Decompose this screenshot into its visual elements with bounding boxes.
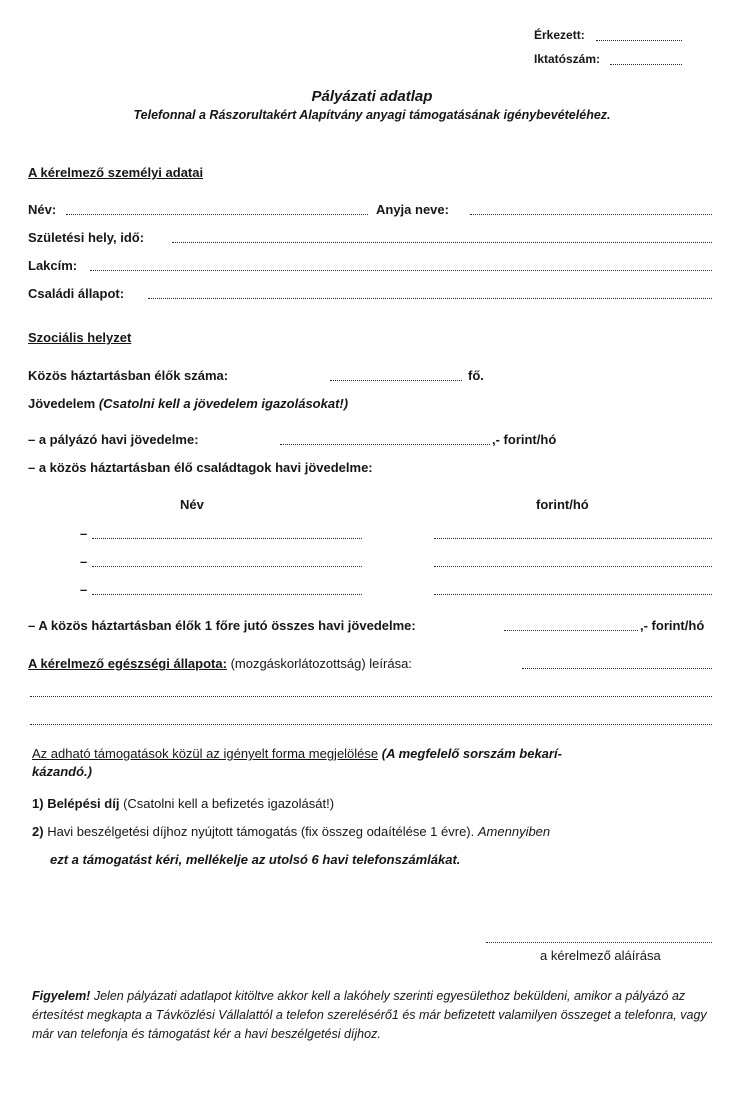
health-line [28,656,412,671]
family-name-field-2[interactable] [92,566,362,567]
family-name-field-1[interactable] [92,538,362,539]
page-subtitle: Telefonnal a Rászorultakért Alapítvány anyagi támogatásának igénybevételéhez. [133,108,611,122]
birth-label: Születési hely, idő: [28,230,145,245]
marital-field[interactable] [148,298,712,299]
warning-note [32,987,722,1044]
support-note-2: kázandó.) [32,764,92,779]
option-1-number: 1) [32,796,44,811]
income-line [28,396,348,411]
option-2-note-end: ezt a támogatást kéri, mellékelje az utolsó 6 havi telefonszámlákat. [50,852,461,867]
per-capita-label: – A közös háztartásban élők 1 főre jutó összes havi jövedelme: [28,618,416,633]
family-amount-field-2[interactable] [434,566,712,567]
health-label: A kérelmező egészségi állapota: [28,656,227,671]
health-field-2[interactable] [30,696,712,697]
household-label: Közös háztartásban élők száma: [28,368,229,383]
signature-label: a kérelmező aláírása [540,948,661,963]
warning-lead: Figyelem! [32,989,91,1003]
support-heading-line [32,746,562,761]
warning-text: Jelen pályázati adatlapot kitöltve akkor kell a lakóhely szerinti egyesülethoz beküldeni, amikor a pályázó az értesítést megkapta a Távközlési Vállalattól a telefon szerelésérő1 és már befizetett valamilyen összeget a telefonra, vagy már van telefonja és támogatást kér a havi beszélgetési díjhoz. [32,989,707,1041]
per-capita-unit: ,- forint/hó [640,618,705,633]
marital-label: Családi állapot: [28,286,125,301]
family-row-dash: – [80,526,88,541]
option-1-label: Belépési díj [47,796,120,811]
option-2-number: 2) [32,824,44,839]
applicant-income-unit: ,- forint/hó [492,432,557,447]
col-amount-header: forint/hó [536,497,589,512]
family-row-dash: – [80,554,88,569]
income-note: (Csatolni kell a jövedelem igazolásokat!) [98,396,349,411]
option-2-note-start: Amennyiben [477,824,551,839]
col-name-header: Név [180,497,204,512]
family-name-field-3[interactable] [92,594,362,595]
applicant-income-label: – a pályázó havi jövedelme: [28,432,199,447]
name-label: Név: [28,202,57,217]
household-field[interactable] [330,380,462,381]
family-amount-field-1[interactable] [434,538,712,539]
mother-name-field[interactable] [470,214,712,215]
income-label: Jövedelem [28,396,96,411]
support-heading: Az adható támogatások közül az igényelt forma megjelölése [32,746,379,761]
birth-field[interactable] [172,242,712,243]
family-amount-field-3[interactable] [434,594,712,595]
registration-label: Iktatószám: [534,52,601,66]
registration-field[interactable] [610,64,682,65]
name-field[interactable] [66,214,368,215]
support-note-1: (A megfelelő sorszám bekarí- [381,746,562,761]
received-field[interactable] [596,40,682,41]
per-capita-field[interactable] [504,630,638,631]
page-title: Pályázati adatlap [311,88,433,105]
personal-heading: A kérelmező személyi adatai [28,165,204,180]
mother-name-label: Anyja neve: [376,202,449,217]
address-label: Lakcím: [28,258,78,273]
received-label: Érkezett: [534,28,585,42]
health-field-3[interactable] [30,724,712,725]
option-2-label: Havi beszélgetési díjhoz nyújtott támogatás (fix összeg odaítélése 1 évre). [47,824,475,839]
health-field-1[interactable] [522,668,712,669]
option-1-note: (Csatolni kell a befizetés igazolását!) [123,796,335,811]
applicant-income-field[interactable] [280,444,490,445]
address-field[interactable] [90,270,712,271]
family-row-dash: – [80,582,88,597]
support-option-2[interactable] [32,824,550,839]
family-income-label: – a közös háztartásban élő családtagok havi jövedelme: [28,460,373,475]
household-unit: fő. [468,368,484,383]
signature-field[interactable] [486,942,712,943]
health-label-rest: (mozgáskorlátozottság) leírása: [230,656,412,671]
support-option-1[interactable] [32,796,334,811]
social-heading: Szociális helyzet [28,330,132,345]
